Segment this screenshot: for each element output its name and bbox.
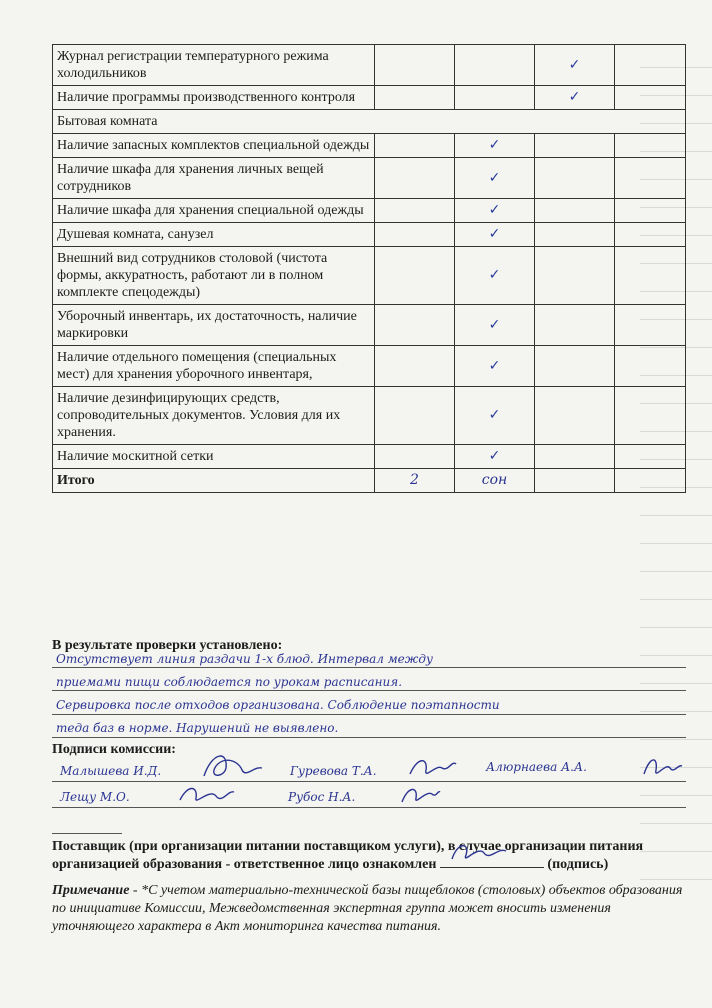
total-value (535, 469, 615, 493)
signer-4: Лещу М.О. (60, 790, 130, 804)
empty-cell (615, 199, 686, 223)
empty-cell (535, 445, 615, 469)
empty-cell (455, 86, 535, 110)
empty-cell (615, 247, 686, 305)
check-mark: ✓ (535, 45, 615, 86)
empty-cell (615, 346, 686, 387)
footnote (52, 882, 692, 936)
supplier-signature-label: (подпись) (547, 857, 609, 872)
empty-cell (615, 86, 686, 110)
empty-cell (535, 199, 615, 223)
table-row (53, 305, 686, 346)
criterion-label: Наличие шкафа для хранения личных вещей сотрудников (53, 158, 375, 199)
empty-cell (615, 445, 686, 469)
empty-cell (375, 223, 455, 247)
section-title: Бытовая комната (53, 110, 686, 134)
table-row (53, 134, 686, 158)
empty-cell (535, 247, 615, 305)
table-row (53, 247, 686, 305)
table-row (53, 223, 686, 247)
criterion-label: Наличие москитной сетки (53, 445, 375, 469)
criterion-label: Душевая комната, санузел (53, 223, 375, 247)
supplier-acknowledgement (52, 838, 692, 873)
check-mark: ✓ (455, 134, 535, 158)
empty-cell (535, 223, 615, 247)
empty-cell (375, 45, 455, 86)
check-mark: ✓ (455, 305, 535, 346)
empty-cell (375, 86, 455, 110)
empty-cell (375, 158, 455, 199)
empty-cell (375, 387, 455, 445)
findings-heading: В результате проверки установлено: (52, 638, 283, 653)
total-value: сон (455, 469, 535, 493)
empty-cell (375, 445, 455, 469)
empty-cell (615, 158, 686, 199)
inspection-table (52, 44, 686, 493)
total-value (615, 469, 686, 493)
empty-cell (615, 45, 686, 86)
signature-scribble-1 (198, 748, 268, 784)
section-row (53, 110, 686, 134)
empty-cell (375, 199, 455, 223)
empty-cell (455, 45, 535, 86)
table-row (53, 445, 686, 469)
empty-cell (615, 305, 686, 346)
criterion-label: Наличие отдельного помещения (специальных мест) для хранения уборочного инвентаря, (53, 346, 375, 387)
empty-cell (375, 247, 455, 305)
footnote-text: - *С учетом материально-технической базы пищеблоков (столовых) объектов образования по инициативе Комиссии, Межведомственная экспертная группа может вносить изменения уточняющего характера в Акт мониторинга качества питания. (52, 883, 683, 934)
signatures-heading: Подписи комиссии: (52, 742, 176, 757)
check-mark: ✓ (455, 223, 535, 247)
signature-scribble-5 (398, 780, 442, 810)
supplier-signature-blank (440, 855, 544, 868)
criterion-label: Наличие программы производственного контроля (53, 86, 375, 110)
criterion-label: Наличие дезинфицирующих средств, сопроводительных документов. Условия для их хранения. (53, 387, 375, 445)
empty-cell (615, 223, 686, 247)
check-mark: ✓ (535, 86, 615, 110)
criterion-label: Журнал регистрации температурного режима холодильников (53, 45, 375, 86)
signer-5: Рубос Н.А. (288, 790, 356, 804)
empty-cell (535, 387, 615, 445)
empty-cell (535, 158, 615, 199)
table-row (53, 158, 686, 199)
empty-cell (375, 346, 455, 387)
empty-cell (535, 346, 615, 387)
total-row (53, 469, 686, 493)
check-mark: ✓ (455, 158, 535, 199)
total-label: Итого (53, 469, 375, 493)
check-mark: ✓ (455, 346, 535, 387)
finding-line-2: приемами пищи соблюдается по урокам расписания. (56, 675, 403, 689)
criterion-label: Внешний вид сотрудников столовой (чистота формы, аккуратность, работают ли в полном комплекте спецодежды) (53, 247, 375, 305)
signature-scribble-3 (640, 752, 684, 782)
finding-line-1: Отсутствует линия раздачи 1-х блюд. Интервал между (56, 652, 433, 666)
supplier-signature-scribble (448, 839, 508, 867)
signer-2: Гуревова Т.А. (290, 764, 377, 778)
signer-1: Малышева И.Д. (60, 764, 162, 778)
empty-cell (535, 305, 615, 346)
empty-cell (615, 387, 686, 445)
footnote-label: Примечание (52, 883, 130, 898)
criterion-label: Наличие шкафа для хранения специальной одежды (53, 199, 375, 223)
check-mark: ✓ (455, 387, 535, 445)
criterion-label: Уборочный инвентарь, их достаточность, наличие маркировки (53, 305, 375, 346)
table-row (53, 199, 686, 223)
empty-cell (375, 305, 455, 346)
supplier-text: Поставщик (при организации питании поставщиком услуги), в случае организации питания организацией образования - ответственное лицо ознакомлен (52, 839, 644, 872)
empty-cell (375, 134, 455, 158)
check-mark: ✓ (455, 199, 535, 223)
table-row (53, 387, 686, 445)
finding-line-3: Сервировка после отходов организована. Соблюдение поэтапности (56, 698, 500, 712)
total-value: 2 (375, 469, 455, 493)
table-row (53, 346, 686, 387)
signature-scribble-2 (406, 750, 458, 784)
finding-line-4: теда баз в норме. Нарушений не выявлено. (56, 721, 339, 735)
empty-cell (615, 134, 686, 158)
check-mark: ✓ (455, 445, 535, 469)
signature-scribble-4 (176, 780, 236, 810)
check-mark: ✓ (455, 247, 535, 305)
empty-cell (535, 134, 615, 158)
table-row (53, 86, 686, 110)
criterion-label: Наличие запасных комплектов специальной одежды (53, 134, 375, 158)
table-row (53, 45, 686, 86)
signer-3: Алюрнаева А.А. (486, 760, 587, 774)
